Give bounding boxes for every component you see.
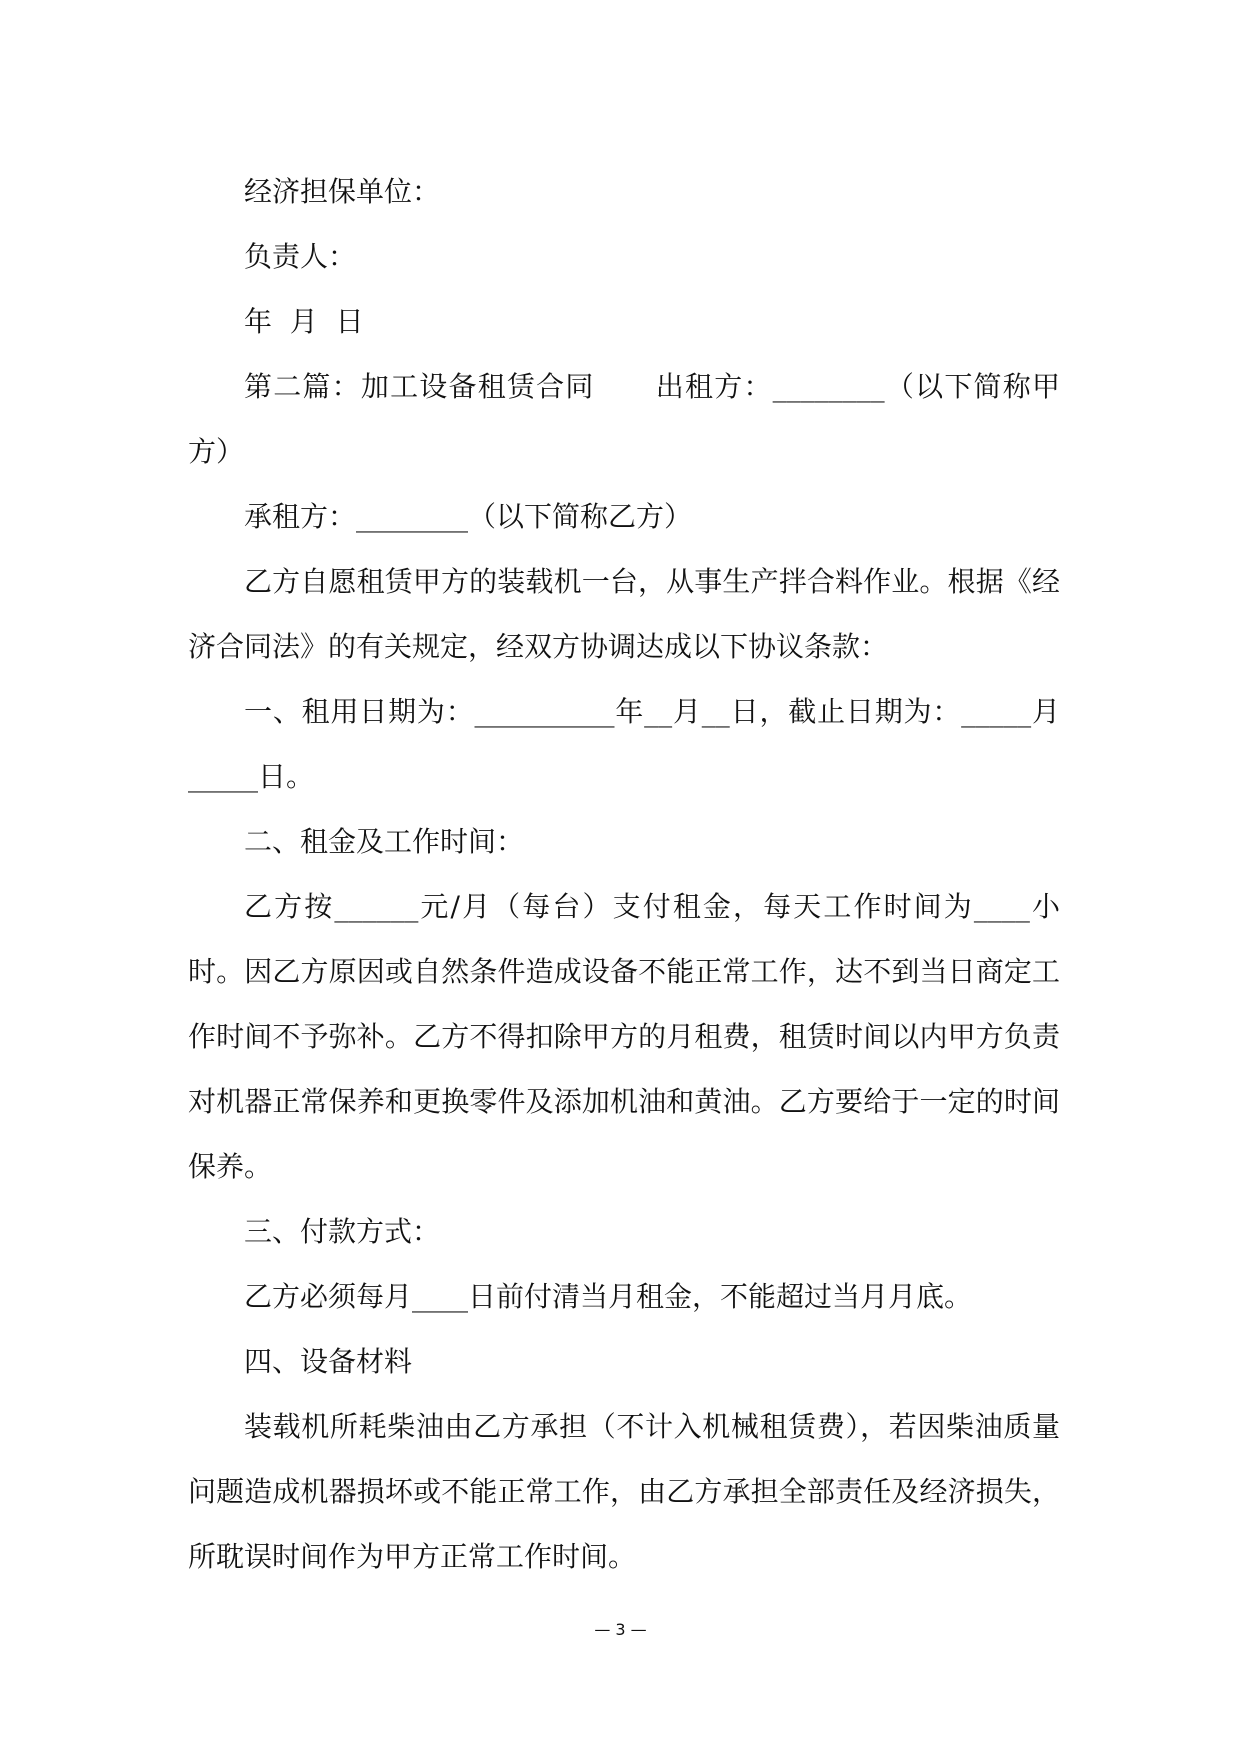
date-line [188, 289, 1060, 354]
text-segment: 承租方：________（以下简称乙方） [244, 500, 693, 533]
lessee-line [188, 484, 1060, 549]
text-segment: 一、租用日期为：__________年__月__日，截止日期为：_____月_____日。 [188, 695, 1060, 793]
clause-3-body [188, 1264, 1060, 1329]
contract-title: 第二篇：加工设备租赁合同 [244, 370, 595, 403]
clause-2-body [188, 874, 1060, 1199]
preamble-paragraph [188, 549, 1060, 679]
clause-4-heading [188, 1329, 1060, 1394]
text-segment: 年 月 日 [244, 305, 364, 338]
text-segment: 经济担保单位： [244, 175, 441, 208]
clause-4-body [188, 1394, 1060, 1589]
text-segment: 四、设备材料 [244, 1345, 413, 1378]
lessor-line: 出租方：________（以下简称甲方） [188, 370, 1060, 468]
text-segment: 装载机所耗柴油由乙方承担（不计入机械租赁费），若因柴油质量问题造成机器损坏或不能正常工作，由乙方承担全部责任及经济损失，所耽误时间作为甲方正常工作时间。 [188, 1410, 1060, 1573]
responsible-person-line [188, 224, 1060, 289]
clause-1-rental-period [188, 679, 1060, 809]
clause-3-heading [188, 1199, 1060, 1264]
clause-2-heading [188, 809, 1060, 874]
text-segment: 乙方必须每月____日前付清当月租金，不能超过当月月底。 [244, 1280, 973, 1313]
text-segment: 负责人： [244, 240, 357, 273]
text-segment: 乙方按______元/月（每台）支付租金，每天工作时间为____小时。因乙方原因或自然条件造成设备不能正常工作，达不到当日商定工作时间不予弥补。乙方不得扣除甲方的月租费，租赁时间以内甲方负责对机器正常保养和更换零件及添加机油和黄油。乙方要给于一定的时间保养。 [188, 890, 1060, 1183]
contract-title-and-lessor [188, 354, 1060, 484]
document-body [188, 159, 1060, 1589]
text-segment: 三、付款方式： [244, 1215, 441, 1248]
text-segment: 二、租金及工作时间： [244, 825, 525, 858]
guarantor-line [188, 159, 1060, 224]
text-segment: 乙方自愿租赁甲方的装载机一台，从事生产拌合料作业。根据《经济合同法》的有关规定，经双方协调达成以下协议条款： [188, 565, 1060, 663]
page-number: — 3 — [594, 1620, 647, 1639]
